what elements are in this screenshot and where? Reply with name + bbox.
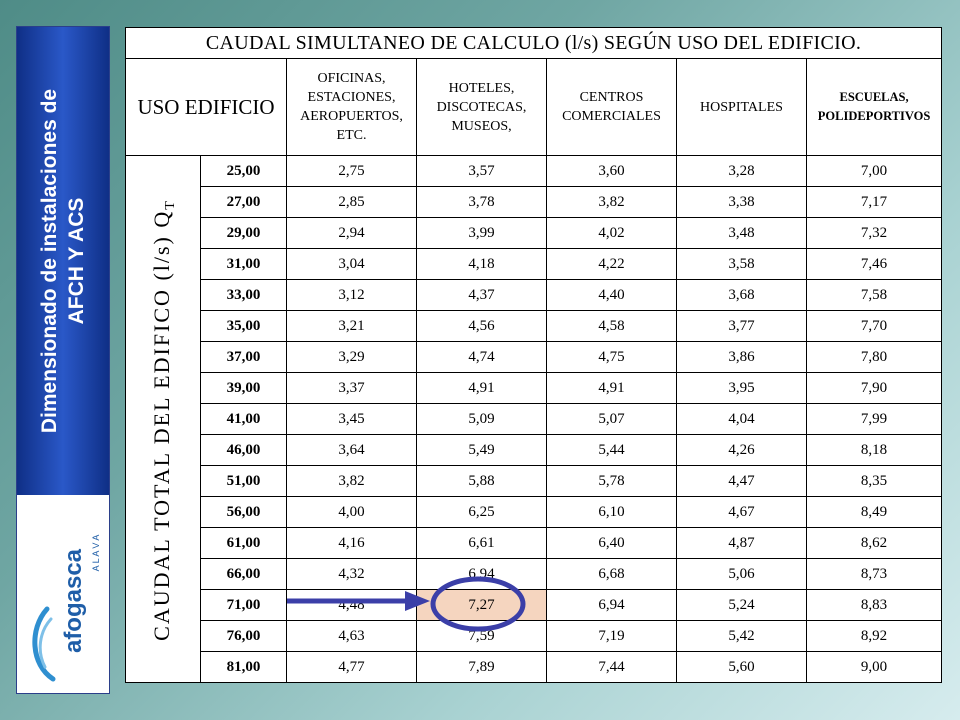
flow-value-cell: 6,94 <box>547 590 677 621</box>
flow-value-cell: 7,32 <box>807 218 942 249</box>
flow-value-cell: 3,95 <box>677 373 807 404</box>
flow-value-cell: 7,90 <box>807 373 942 404</box>
table-title: CAUDAL SIMULTANEO DE CALCULO (l/s) SEGÚN USO DEL EDIFICIO. <box>126 28 942 59</box>
table-row <box>126 559 942 590</box>
flow-value-cell: 7,27 <box>417 590 547 621</box>
column-header-line: ESTACIONES, <box>307 90 396 105</box>
flow-value-cell: 4,58 <box>547 311 677 342</box>
flow-value-cell: 8,92 <box>807 621 942 652</box>
flow-value-cell: 3,57 <box>417 156 547 187</box>
flow-value-cell: 3,64 <box>287 435 417 466</box>
total-flow-cell: 56,00 <box>201 497 287 528</box>
table-row <box>126 187 942 218</box>
flow-value-cell: 7,00 <box>807 156 942 187</box>
table-row <box>126 590 942 621</box>
table-row <box>126 249 942 280</box>
flow-value-cell: 4,37 <box>417 280 547 311</box>
flow-value-cell: 5,09 <box>417 404 547 435</box>
flow-value-cell: 3,60 <box>547 156 677 187</box>
flow-value-cell: 4,87 <box>677 528 807 559</box>
flow-value-cell: 7,70 <box>807 311 942 342</box>
sidebar-title-line2: AFCH Y ACS <box>65 197 88 325</box>
table-row <box>126 342 942 373</box>
logo-wordmark: afogasca <box>60 548 87 654</box>
vertical-label-subscript: T <box>163 199 179 210</box>
table-row <box>126 156 942 187</box>
afogasca-logo-icon <box>17 497 109 693</box>
flow-value-cell: 8,18 <box>807 435 942 466</box>
flow-value-cell: 3,78 <box>417 187 547 218</box>
flow-value-cell: 4,04 <box>677 404 807 435</box>
column-header-line: ETC. <box>336 128 367 143</box>
flow-value-cell: 6,10 <box>547 497 677 528</box>
column-header-line: OFICINAS, <box>317 71 386 86</box>
table-row <box>126 404 942 435</box>
flow-value-cell: 4,00 <box>287 497 417 528</box>
flow-value-cell: 8,49 <box>807 497 942 528</box>
flow-value-cell: 5,88 <box>417 466 547 497</box>
flow-table <box>125 27 942 683</box>
table-row <box>126 497 942 528</box>
total-flow-cell: 66,00 <box>201 559 287 590</box>
flow-value-cell: 7,89 <box>417 652 547 683</box>
flow-value-cell: 5,42 <box>677 621 807 652</box>
flow-value-cell: 3,82 <box>287 466 417 497</box>
flow-value-cell: 8,62 <box>807 528 942 559</box>
sidebar-title <box>36 31 90 491</box>
flow-value-cell: 4,91 <box>547 373 677 404</box>
sidebar-title-panel <box>17 27 109 495</box>
total-flow-cell: 31,00 <box>201 249 287 280</box>
flow-value-cell: 8,73 <box>807 559 942 590</box>
flow-value-cell: 8,35 <box>807 466 942 497</box>
column-header <box>547 59 677 156</box>
column-header-line: CENTROS <box>579 90 644 105</box>
flow-value-cell: 7,59 <box>417 621 547 652</box>
table-row <box>126 280 942 311</box>
flow-value-cell: 5,78 <box>547 466 677 497</box>
sidebar-title-line1: Dimensionado de instalaciones de <box>38 88 61 434</box>
flow-value-cell: 7,99 <box>807 404 942 435</box>
flow-value-cell: 7,19 <box>547 621 677 652</box>
flow-value-cell: 3,21 <box>287 311 417 342</box>
flow-value-cell: 3,29 <box>287 342 417 373</box>
flow-value-cell: 9,00 <box>807 652 942 683</box>
column-header-line: DISCOTECAS, <box>436 99 527 115</box>
column-header <box>807 59 942 156</box>
flow-value-cell: 5,60 <box>677 652 807 683</box>
flow-value-cell: 3,99 <box>417 218 547 249</box>
flow-table-panel <box>125 27 941 683</box>
total-flow-cell: 71,00 <box>201 590 287 621</box>
total-flow-cell: 29,00 <box>201 218 287 249</box>
total-flow-cell: 46,00 <box>201 435 287 466</box>
column-header-line: COMERCIALES <box>562 109 661 124</box>
flow-value-cell: 4,32 <box>287 559 417 590</box>
column-header <box>677 59 807 156</box>
flow-value-cell: 4,18 <box>417 249 547 280</box>
total-flow-cell: 51,00 <box>201 466 287 497</box>
flow-value-cell: 4,40 <box>547 280 677 311</box>
logo-subtext: A L A V A <box>91 534 101 572</box>
total-flow-cell: 35,00 <box>201 311 287 342</box>
flow-value-cell: 2,94 <box>287 218 417 249</box>
table-row <box>126 373 942 404</box>
flow-value-cell: 3,82 <box>547 187 677 218</box>
column-header-line: HOTELES, <box>448 80 515 96</box>
flow-value-cell: 3,68 <box>677 280 807 311</box>
flow-value-cell: 5,44 <box>547 435 677 466</box>
flow-value-cell: 7,17 <box>807 187 942 218</box>
flow-value-cell: 5,07 <box>547 404 677 435</box>
total-flow-cell: 25,00 <box>201 156 287 187</box>
table-row <box>126 311 942 342</box>
flow-value-cell: 4,91 <box>417 373 547 404</box>
table-row <box>126 621 942 652</box>
flow-value-cell: 4,26 <box>677 435 807 466</box>
total-flow-cell: 37,00 <box>201 342 287 373</box>
flow-value-cell: 5,24 <box>677 590 807 621</box>
flow-value-cell: 2,75 <box>287 156 417 187</box>
flow-value-cell: 7,80 <box>807 342 942 373</box>
flow-value-cell: 2,85 <box>287 187 417 218</box>
flow-value-cell: 3,86 <box>677 342 807 373</box>
total-flow-cell: 41,00 <box>201 404 287 435</box>
row-header-label: USO EDIFICIO <box>126 59 287 156</box>
flow-value-cell: 3,28 <box>677 156 807 187</box>
flow-value-cell: 4,16 <box>287 528 417 559</box>
flow-value-cell: 5,49 <box>417 435 547 466</box>
flow-value-cell: 6,40 <box>547 528 677 559</box>
column-header <box>417 59 547 156</box>
flow-value-cell: 3,04 <box>287 249 417 280</box>
column-header-line: AEROPUERTOS, <box>300 109 403 124</box>
column-header-line: HOSPITALES <box>700 99 783 115</box>
flow-value-cell: 7,58 <box>807 280 942 311</box>
flow-value-cell: 4,63 <box>287 621 417 652</box>
flow-value-cell: 4,02 <box>547 218 677 249</box>
flow-value-cell: 4,56 <box>417 311 547 342</box>
flow-value-cell: 3,37 <box>287 373 417 404</box>
flow-value-cell: 3,38 <box>677 187 807 218</box>
flow-value-cell: 4,77 <box>287 652 417 683</box>
total-flow-cell: 61,00 <box>201 528 287 559</box>
flow-value-cell: 4,67 <box>677 497 807 528</box>
flow-value-cell: 3,45 <box>287 404 417 435</box>
flow-value-cell: 4,47 <box>677 466 807 497</box>
table-row <box>126 218 942 249</box>
table-row <box>126 466 942 497</box>
flow-value-cell: 6,61 <box>417 528 547 559</box>
flow-value-cell: 8,83 <box>807 590 942 621</box>
column-header <box>287 59 417 156</box>
flow-value-cell: 4,75 <box>547 342 677 373</box>
flow-value-cell: 3,77 <box>677 311 807 342</box>
vertical-label-text <box>149 199 179 641</box>
flow-value-cell: 6,68 <box>547 559 677 590</box>
table-row <box>126 435 942 466</box>
sidebar <box>16 26 110 694</box>
afogasca-logo <box>17 497 109 693</box>
flow-value-cell: 4,48 <box>287 590 417 621</box>
total-flow-cell: 27,00 <box>201 187 287 218</box>
column-header-line: MUSEOS, <box>451 118 512 134</box>
column-header-line: ESCUELAS, <box>839 90 909 104</box>
flow-value-cell: 3,48 <box>677 218 807 249</box>
vertical-label-main: CAUDAL TOTAL DEL EDIFICO (l/s) Q <box>148 209 174 641</box>
flow-value-cell: 6,25 <box>417 497 547 528</box>
total-flow-cell: 76,00 <box>201 621 287 652</box>
total-flow-cell: 33,00 <box>201 280 287 311</box>
total-flow-cell: 39,00 <box>201 373 287 404</box>
vertical-axis-label <box>126 156 201 683</box>
flow-value-cell: 3,12 <box>287 280 417 311</box>
flow-value-cell: 7,44 <box>547 652 677 683</box>
column-header-line: POLIDEPORTIVOS <box>817 109 931 123</box>
flow-value-cell: 5,06 <box>677 559 807 590</box>
total-flow-cell: 81,00 <box>201 652 287 683</box>
flow-value-cell: 7,46 <box>807 249 942 280</box>
flow-value-cell: 3,58 <box>677 249 807 280</box>
flow-value-cell: 4,22 <box>547 249 677 280</box>
table-row <box>126 652 942 683</box>
table-row <box>126 528 942 559</box>
flow-value-cell: 4,74 <box>417 342 547 373</box>
flow-value-cell: 6,94 <box>417 559 547 590</box>
